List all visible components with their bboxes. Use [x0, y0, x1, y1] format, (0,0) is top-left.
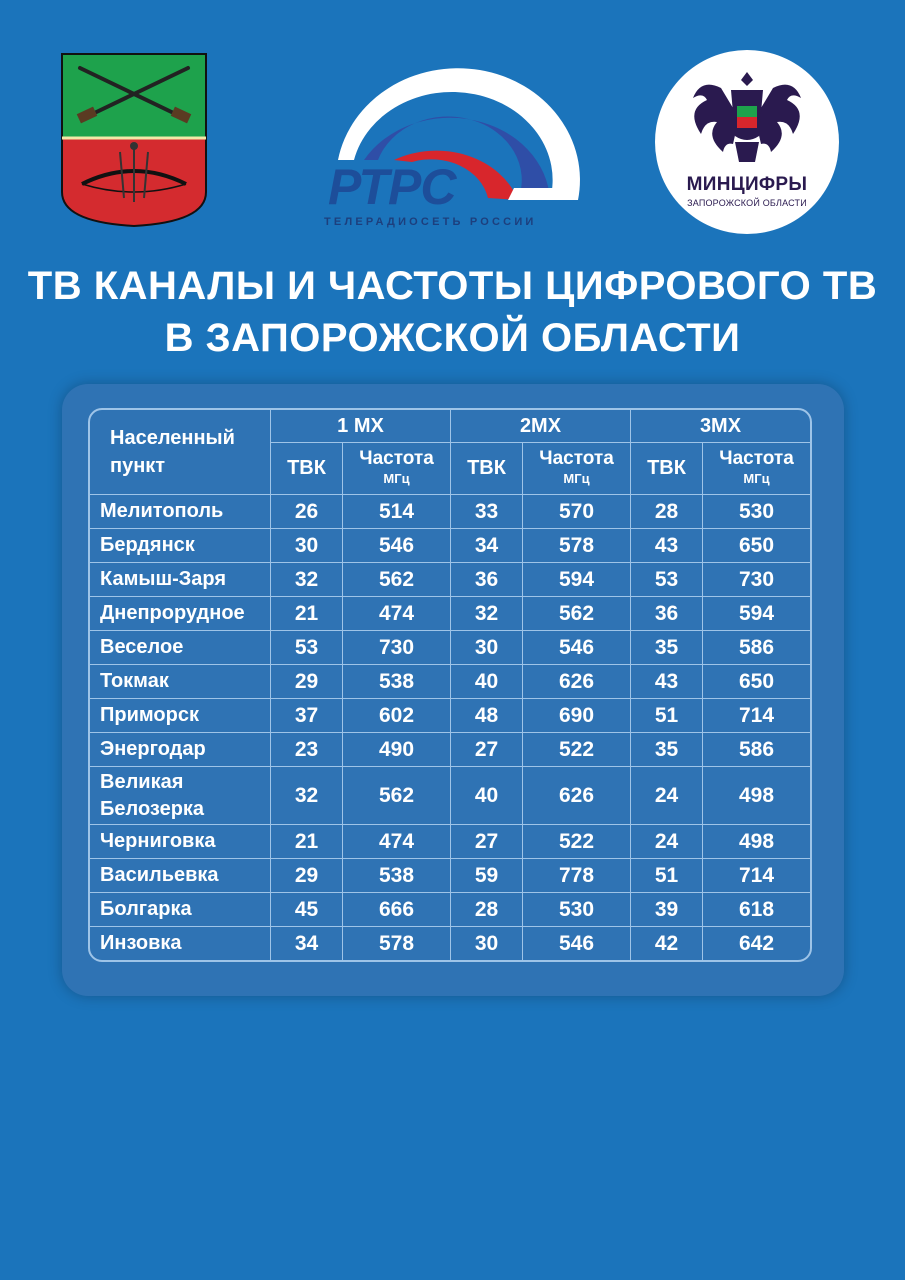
frequency-cell: 578	[343, 927, 451, 960]
channel-cell: 29	[271, 859, 343, 893]
settlement-name: Камыш-Заря	[90, 563, 271, 597]
settlement-name: Васильевка	[90, 859, 271, 893]
frequency-cell: 594	[703, 597, 810, 631]
frequency-cell: 714	[703, 699, 810, 733]
ministry-logo	[655, 50, 839, 234]
channel-cell: 39	[631, 893, 703, 927]
frequency-cell: 690	[523, 699, 631, 733]
channel-cell: 28	[451, 893, 523, 927]
frequency-cell: 586	[703, 733, 810, 767]
settlement-name: Великая Белозерка	[90, 767, 271, 825]
channel-cell: 36	[451, 563, 523, 597]
table-row	[90, 927, 810, 960]
settlement-name: Бердянск	[90, 529, 271, 563]
settlement-name: Болгарка	[90, 893, 271, 927]
channel-cell: 27	[451, 733, 523, 767]
channel-cell: 40	[451, 665, 523, 699]
table-row	[90, 825, 810, 859]
table-row	[90, 597, 810, 631]
channel-cell: 53	[631, 563, 703, 597]
frequency-cell: 514	[343, 495, 451, 529]
frequency-cell: 490	[343, 733, 451, 767]
title-line-2: В ЗАПОРОЖСКОЙ ОБЛАСТИ	[164, 316, 741, 360]
channel-cell: 36	[631, 597, 703, 631]
channel-cell: 33	[451, 495, 523, 529]
channel-cell: 45	[271, 893, 343, 927]
channel-header: ТВК	[271, 443, 343, 495]
frequency-cell: 586	[703, 631, 810, 665]
frequency-cell: 522	[523, 733, 631, 767]
settlement-name: Инзовка	[90, 927, 271, 960]
channel-cell: 40	[451, 767, 523, 825]
channel-cell: 24	[631, 825, 703, 859]
frequency-cell: 522	[523, 825, 631, 859]
frequency-cell: 778	[523, 859, 631, 893]
channel-cell: 59	[451, 859, 523, 893]
channel-cell: 30	[451, 927, 523, 960]
mux-1-header: 1 MX	[271, 410, 451, 443]
table-row	[90, 495, 810, 529]
frequency-cell: 714	[703, 859, 810, 893]
frequency-cell: 650	[703, 529, 810, 563]
table-row	[90, 529, 810, 563]
settlement-name: Мелитополь	[90, 495, 271, 529]
frequency-cell: 538	[343, 665, 451, 699]
channel-cell: 26	[271, 495, 343, 529]
rtrs-logo	[318, 50, 588, 240]
frequency-cell: 730	[343, 631, 451, 665]
channel-cell: 34	[271, 927, 343, 960]
frequency-cell: 546	[343, 529, 451, 563]
channel-cell: 23	[271, 733, 343, 767]
channel-cell: 27	[451, 825, 523, 859]
rtrs-name: РТРС	[328, 159, 456, 215]
frequency-cell: 642	[738, 931, 775, 955]
frequency-header: Частота МГц	[703, 443, 810, 495]
table-row	[90, 699, 810, 733]
channel-cell: 43	[631, 665, 703, 699]
channel-cell: 32	[271, 767, 343, 825]
channel-header: ТВК	[451, 443, 523, 495]
channel-cell: 42	[631, 927, 703, 960]
table-row	[90, 665, 810, 699]
settlement-name: Приморск	[90, 699, 271, 733]
frequency-cell: 474	[343, 597, 451, 631]
table-row	[90, 631, 810, 665]
frequency-cell: 578	[523, 529, 631, 563]
frequency-cell: 474	[343, 825, 451, 859]
frequency-header: Частота МГц	[343, 443, 451, 495]
channel-cell: 48	[451, 699, 523, 733]
channel-cell: 24	[631, 767, 703, 825]
frequency-cell: 626	[523, 767, 631, 825]
settlement-name: Энергодар	[90, 733, 271, 767]
frequency-cell: 498	[703, 825, 810, 859]
channel-cell: 35	[631, 631, 703, 665]
channel-cell: 30	[271, 529, 343, 563]
frequency-cell: 626	[523, 665, 631, 699]
frequency-cell: 546	[523, 631, 631, 665]
table-row	[90, 893, 810, 927]
frequency-table-card	[62, 384, 844, 996]
channel-cell: 35	[631, 733, 703, 767]
channel-cell: 34	[451, 529, 523, 563]
settlement-name: Токмак	[90, 665, 271, 699]
logo-bar	[0, 0, 905, 250]
frequency-table	[88, 408, 812, 962]
frequency-cell: 546	[523, 927, 631, 960]
channel-cell: 21	[271, 825, 343, 859]
frequency-cell: 562	[343, 563, 451, 597]
settlement-name: Веселое	[90, 631, 271, 665]
frequency-cell: 530	[523, 893, 631, 927]
mux-2-header: 2MX	[451, 410, 631, 443]
settlement-name: Черниговка	[90, 825, 271, 859]
ministry-name: МИНЦИФРЫ	[686, 174, 808, 195]
channel-header: ТВК	[631, 443, 703, 495]
settlement-name: Днепрорудное	[90, 597, 271, 631]
channel-cell: 37	[271, 699, 343, 733]
table-row	[90, 563, 810, 597]
frequency-cell: 498	[703, 767, 810, 825]
table-row	[90, 767, 810, 825]
frequency-header: Частота МГц	[523, 443, 631, 495]
ministry-region: ЗАПОРОЖСКОЙ ОБЛАСТИ	[687, 198, 807, 208]
frequency-cell: 594	[523, 563, 631, 597]
page-title	[0, 260, 905, 364]
coat-of-arms-icon	[60, 52, 208, 228]
channel-cell: 29	[271, 665, 343, 699]
channel-cell: 21	[271, 597, 343, 631]
frequency-cell: 618	[703, 893, 810, 927]
frequency-cell: 570	[523, 495, 631, 529]
channel-cell: 51	[631, 859, 703, 893]
frequency-cell: 602	[343, 699, 451, 733]
title-line-1: ТВ КАНАЛЫ И ЧАСТОТЫ ЦИФРОВОГО ТВ	[27, 264, 878, 308]
channel-cell: 43	[631, 529, 703, 563]
frequency-cell: 538	[343, 859, 451, 893]
channel-cell: 30	[451, 631, 523, 665]
channel-cell: 28	[631, 495, 703, 529]
frequency-cell: 562	[523, 597, 631, 631]
frequency-cell: 730	[703, 563, 810, 597]
channel-cell: 53	[271, 631, 343, 665]
channel-cell: 51	[631, 699, 703, 733]
table-row	[90, 733, 810, 767]
frequency-cell: 562	[343, 767, 451, 825]
settlement-header: Населенный пункт	[90, 410, 271, 495]
frequency-cell: 650	[703, 665, 810, 699]
channel-cell: 32	[451, 597, 523, 631]
table-row	[90, 859, 810, 893]
frequency-cell: 666	[343, 893, 451, 927]
rtrs-tagline: ТЕЛЕРАДИОСЕТЬ РОССИИ	[324, 216, 537, 228]
mux-3-header: 3MX	[631, 410, 810, 443]
frequency-cell: 530	[703, 495, 810, 529]
channel-cell: 32	[271, 563, 343, 597]
